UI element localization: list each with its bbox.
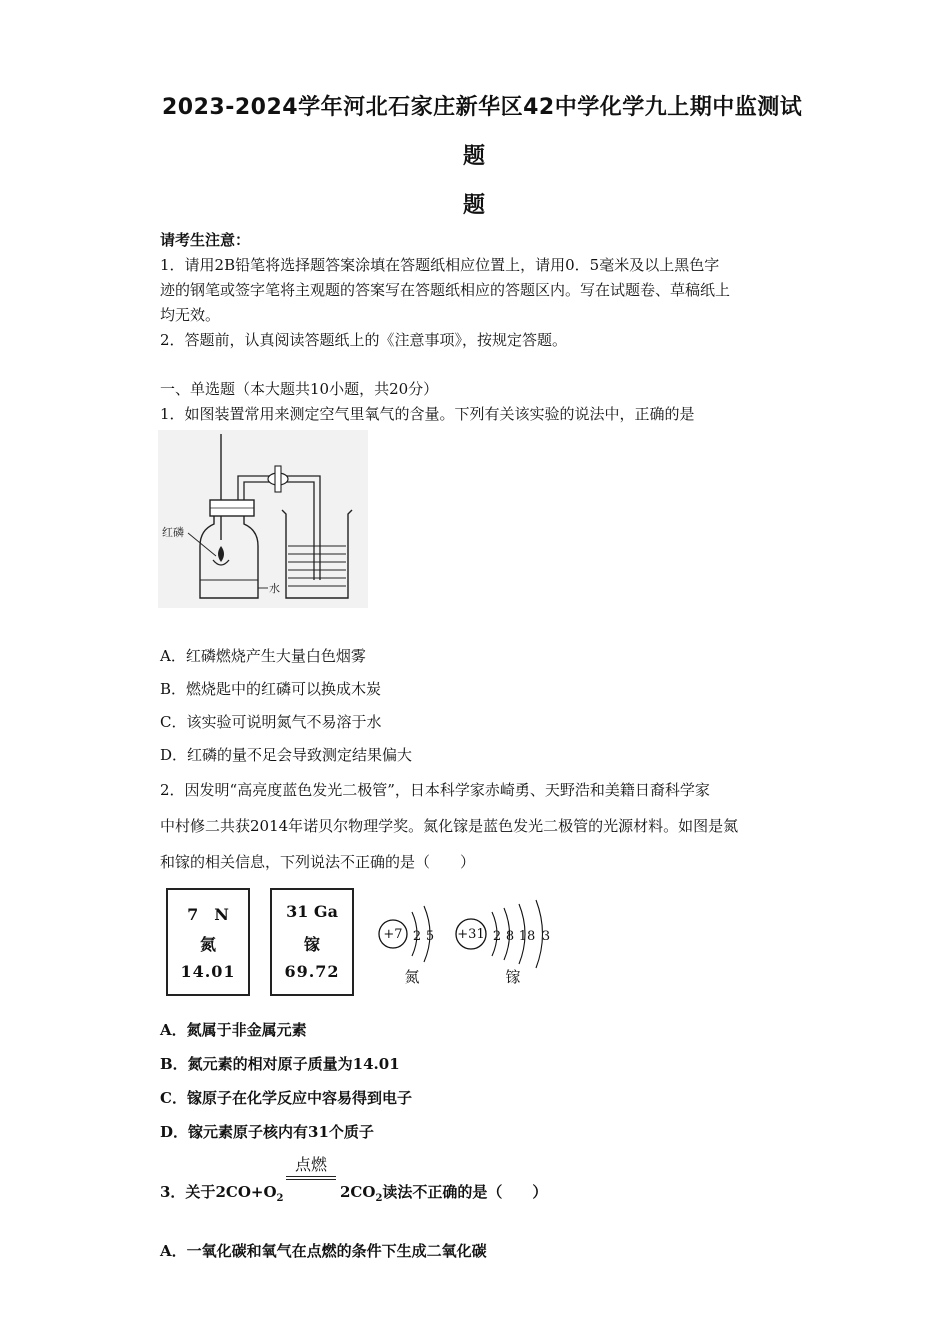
nitrogen-shell-2-electrons: 5 xyxy=(425,929,435,944)
atomic-structure-diagrams xyxy=(374,898,560,994)
equation-reactant-subscript: 2 xyxy=(276,1193,284,1204)
nitrogen-shell-1-electrons: 2 xyxy=(412,929,422,944)
equation-bar-bottom xyxy=(286,1179,336,1180)
section-heading: 一、单选题（本大题共10小题，共20分） xyxy=(160,380,439,398)
element-card-name: 氮 xyxy=(199,935,216,954)
element-card-name: 镓 xyxy=(303,935,320,954)
equation-bar-top xyxy=(286,1176,336,1177)
element-card-symbol: 31 Ga xyxy=(286,902,338,921)
gallium-diagram-name: 镓 xyxy=(505,968,521,986)
equation-condition: 点燃 xyxy=(294,1155,327,1174)
water-label: 水 xyxy=(269,582,280,595)
question-3-prefix: 3．关于 xyxy=(160,1183,216,1201)
question-2-option-b: B．氮元素的相对原子质量为14.01 xyxy=(160,1055,400,1073)
question-2-stem-line-3: 和镓的相关信息，下列说法不正确的是（ ） xyxy=(160,853,476,871)
figure-background xyxy=(158,430,368,608)
question-3-stem xyxy=(160,1181,283,1204)
question-2-stem-line-1: 2．因发明“高亮度蓝色发光二极管”，日本科学家赤崎勇、天野浩和美籍日裔科学家 xyxy=(160,781,710,799)
question-2-stem-line-2: 中村修二共获2014年诺贝尔物理学奖。氮化镓是蓝色发光二极管的光源材料。如图是氮 xyxy=(160,817,739,835)
element-card-mass: 69.72 xyxy=(284,962,340,981)
question-2-option-d: D．镓元素原子核内有31个质子 xyxy=(160,1123,374,1141)
nitrogen-diagram-name: 氮 xyxy=(404,968,420,986)
gallium-shell-1-electrons: 2 xyxy=(492,929,502,944)
notice-item-1-line-3: 均无效。 xyxy=(160,306,221,324)
gallium-nucleus-charge: +31 xyxy=(457,927,485,942)
question-3-stem-end xyxy=(340,1181,547,1204)
question-1-option-a: A．红磷燃烧产生大量白色烟雾 xyxy=(160,647,366,665)
question-1-option-d: D．红磷的量不足会导致测定结果偏大 xyxy=(160,746,413,764)
phosphorus-label: 红磷 xyxy=(162,526,184,539)
element-card-gallium xyxy=(270,888,354,996)
notice-item-2: 2．答题前，认真阅读答题纸上的《注意事项》，按规定答题。 xyxy=(160,331,568,349)
gallium-shell-3-electrons: 18 xyxy=(518,929,536,944)
question-1-option-b: B．燃烧匙中的红磷可以换成木炭 xyxy=(160,680,382,698)
notice-heading: 请考生注意： xyxy=(160,231,251,249)
equation-reactants: 2CO+O xyxy=(215,1183,277,1201)
element-card-symbol: 7 N xyxy=(187,905,229,924)
notice-item-1-line-1: 1．请用2B铅笔将选择题答案涂填在答题纸相应位置上，请用0．5毫米及以上黑色字 xyxy=(160,256,720,274)
question-1-option-c: C．该实验可说明氮气不易溶于水 xyxy=(160,713,382,731)
gallium-shell-4-electrons: 3 xyxy=(541,929,551,944)
question-2-option-a: A．氮属于非金属元素 xyxy=(160,1021,307,1039)
element-card-mass: 14.01 xyxy=(180,962,236,981)
equation-product-subscript: 2 xyxy=(375,1193,383,1204)
equation-product: 2CO xyxy=(340,1183,376,1201)
notice-item-1-line-2: 迹的钢笔或签字笔将主观题的答案写在答题纸相应的答题区内。写在试题卷、草稿纸上 xyxy=(160,281,731,299)
oxygen-measurement-apparatus-figure xyxy=(158,430,368,608)
page-title-repeat: 题 xyxy=(463,193,486,218)
question-3-option-a: A．一氧化碳和氧气在点燃的条件下生成二氧化碳 xyxy=(160,1242,487,1260)
gallium-shell-2-electrons: 8 xyxy=(505,929,515,944)
element-card-nitrogen xyxy=(166,888,250,996)
nitrogen-nucleus-charge: +7 xyxy=(383,927,403,942)
question-3-suffix: 读法不正确的是（ ） xyxy=(382,1183,548,1201)
page-title: 2023-2024学年河北石家庄新华区42中学化学九上期中监测试 xyxy=(162,95,803,120)
page-title-continued: 题 xyxy=(463,144,486,169)
question-1-stem: 1．如图装置常用来测定空气里氧气的含量。下列有关该实验的说法中，正确的是 xyxy=(160,405,695,423)
question-2-option-c: C．镓原子在化学反应中容易得到电子 xyxy=(160,1089,412,1107)
